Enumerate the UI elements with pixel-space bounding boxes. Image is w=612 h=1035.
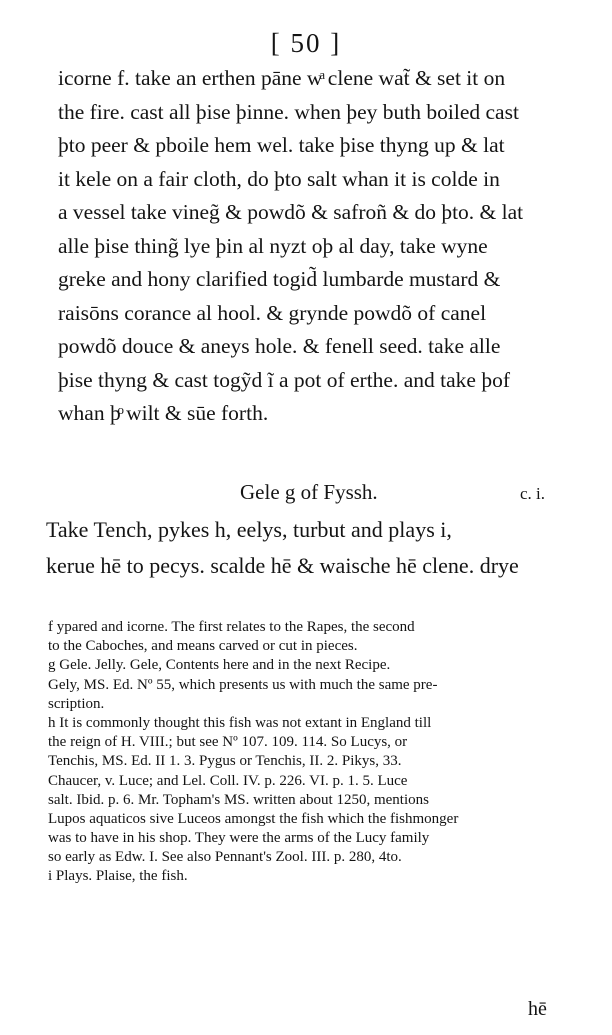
text-line: raisōns corance al hool. & grynde powdõ of canel: [58, 300, 487, 325]
recipe-title: Gele g of Fyssh.: [240, 480, 378, 504]
text-line: þise thyng & cast togỹd ĩ a pot of erthe. and take þof: [58, 367, 510, 392]
footnote-line: Lupos aquaticos sive Luceos amongst the fish which the fishmonger: [48, 810, 459, 827]
footnote-line: Tenchis, MS. Ed. II 1. 3. Pygus or Tenchis, II. 2. Pikys, 33.: [48, 753, 402, 770]
page-number: [ 50 ]: [270, 28, 342, 58]
footnote-line: Gely, MS. Ed. Nº 55, which presents us with much the same pre-: [48, 676, 438, 693]
text-line: alle þise thing̃ lye þin al nyzt oþ al day, take wyne: [58, 233, 488, 258]
footnote-line: so early as Edw. I. See also Pennant's Zool. III. p. 280, 4to.: [48, 849, 402, 866]
text-line: greke and hony clarified togid̃ lumbarde mustard &: [58, 267, 501, 291]
text-line: whan þͦ wilt & sūe forth.: [58, 401, 269, 425]
footnote-line: f ypared and icorne. The first relates to the Rapes, the second: [48, 619, 415, 635]
footnotes: [48, 618, 588, 887]
body-text: [58, 62, 598, 431]
text-line: icorne f. take an erthen pāne wͣ clene wat̃ & set it on: [58, 66, 506, 90]
footnote-line: salt. Ibid. p. 6. Mr. Topham's MS. written about 1250, mentions: [48, 791, 429, 808]
footnote-line: i Plays. Plaise, the fish.: [48, 868, 188, 885]
text-line: it kele on a fair cloth, do þto salt whan it is colde in: [58, 166, 500, 191]
text-line: kerue hē to pecys. scalde hē & waische hē clene. drye: [46, 553, 519, 578]
catchword: hē: [528, 998, 547, 1020]
text-line: powdõ douce & aneys hole. & fenell seed. take alle: [58, 334, 501, 358]
text-line: a vessel take vineg̃ & powdõ & safroñ & do þto. & lat: [58, 200, 524, 224]
footnote-line: g Gele. Jelly. Gele, Contents here and in the next Recipe.: [48, 657, 391, 674]
footnote-line: to the Caboches, and means carved or cut in pieces.: [48, 638, 358, 655]
footnote-line: the reign of H. VIII.; but see Nº 107. 109. 114. So Lucys, or: [48, 734, 408, 751]
chapter-number: c. i.: [520, 484, 546, 503]
footnote-line: scription.: [48, 695, 105, 712]
footnote-line: Chaucer, v. Luce; and Lel. Coll. IV. p. 226. VI. p. 1. 5. Luce: [48, 772, 408, 789]
text-line: þto peer & pboile hem wel. take þise thyng up & lat: [58, 133, 505, 157]
text-line: the fire. cast all þise þinne. when þey buth boiled cast: [58, 99, 519, 124]
text-line: Take Tench, pykes h, eelys, turbut and plays i,: [46, 517, 452, 542]
footnote-line: was to have in his shop. They were the arms of the Lucy family: [48, 830, 430, 847]
footnote-line: h It is commonly thought this fish was not extant in England till: [48, 714, 432, 731]
recipe-text: [46, 512, 596, 584]
